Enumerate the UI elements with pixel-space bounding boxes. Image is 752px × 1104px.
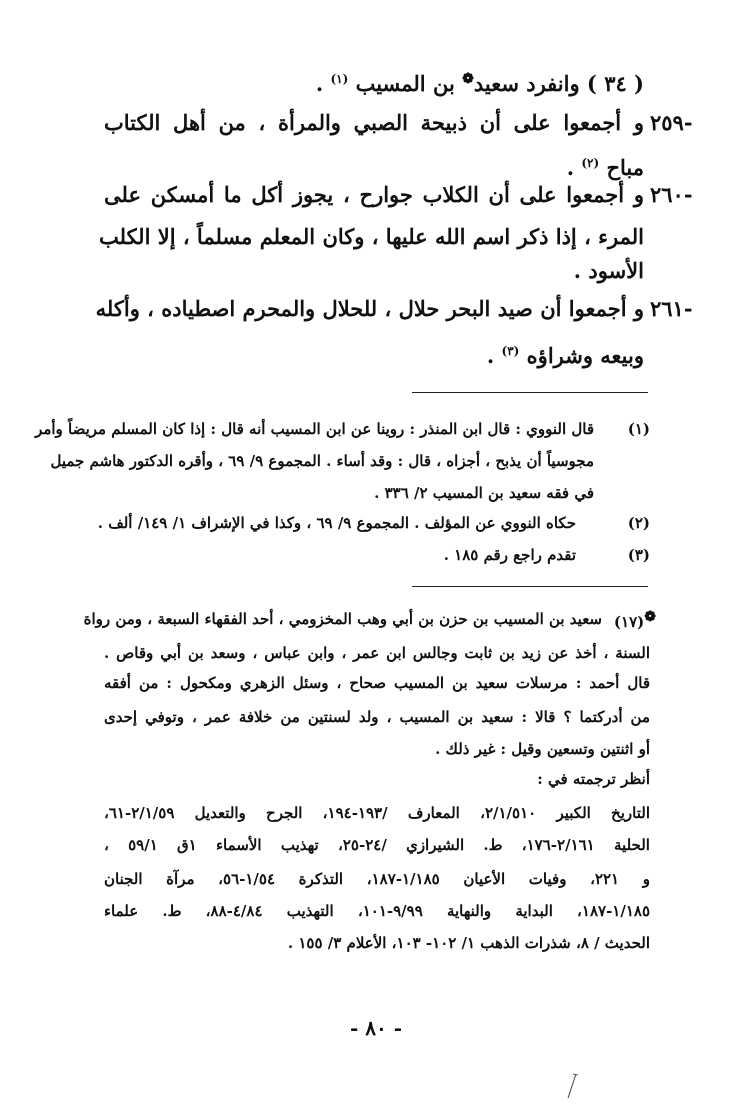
footnote-1-line-3: في فقه سعيد بن المسيب ٢/ ٣٣٦ . <box>374 484 594 502</box>
entry-34-text: ( ٣٤ ) وانفرد سعيد <box>473 71 644 96</box>
entry-261-number-wrap <box>644 294 752 324</box>
footnote-2-number: (٢) <box>627 514 650 532</box>
biography-line-9: و ٢٢١، وفيات الأعيان ١/١٨٥-١٨٧، التذكرة ١/٥٤-٥٦، مرآة الجنان <box>104 870 651 888</box>
biography-line-4: من أدركتما ؟ قالا : سعيد بن المسيب ، ولد لسنتين من خلافة عمر ، وتوفي إحدى <box>104 708 650 726</box>
biography-line-10: ١/١٨٥-١٨٧، البداية والنهاية ٩/٩٩-١٠١، التهذيب ٤/٨٤-٨٨، ط. علماء <box>104 902 651 920</box>
footnote-1-row-2 <box>50 448 650 474</box>
footnote-3-number: (٣) <box>627 546 650 564</box>
biography-line-3: قال أحمد : مرسلات سعيد بن المسيب صحاح ، وسئل الزهري ومكحول : من أفقه <box>104 674 650 692</box>
entry-260-number-wrap <box>644 180 752 210</box>
entry-261-line-2-text: وبيعه وشراؤه <box>526 343 644 368</box>
biography-line-11: الحديث / ٨، شذرات الذهب ١/ ١٠٢- ١٠٣، الأعلام ٣/ ١٥٥ . <box>287 934 650 952</box>
footnote-3-line-1: تقدم راجع رقم ١٨٥ . <box>443 546 576 564</box>
entry-259-number-wrap <box>644 108 752 138</box>
footnote-1-number: (١) <box>627 420 650 438</box>
entry-34-text-after: بن المسيب <box>355 71 455 96</box>
footnote-2-line-1: حكاه النووي عن المؤلف . المجموع ٩/ ٦٩ ، وكذا في الإشراف ١/ ١٤٩/ ألف . <box>97 514 576 532</box>
entry-260-line-3: الأسود . <box>573 258 644 283</box>
footnote-1-row-3 <box>50 480 650 506</box>
entry-259-number: ٢٥٩- <box>650 110 693 135</box>
footnote-1-line-1: قال النووي : قال ابن المنذر : روينا عن ابن المسيب أنه قال : إذا كان المسلم مريضاً وأمر <box>35 420 594 438</box>
footnote-ref-3[interactable]: (٣) <box>501 344 520 358</box>
footnote-2-row <box>50 510 650 536</box>
entry-261-line-1: و أجمعوا أن صيد البحر حلال ، للحلال والمحرم اصطياده ، وأكله <box>95 296 644 321</box>
entry-259-line-2-text: مباح <box>606 155 644 180</box>
entry-261-line-2 <box>104 336 644 371</box>
page-number: - ٨٠ - <box>349 1016 402 1040</box>
biography-number: (١٧) <box>613 613 645 631</box>
entry-259-line-1: و أجمعوا على أن ذبيحة الصبي والمرأة ، من أهل الكتاب <box>104 110 644 135</box>
footnote-separator <box>412 392 648 393</box>
footnote-1-row-1 <box>35 416 650 442</box>
entry-259-line-2 <box>104 148 644 183</box>
biography-marker-icon: ❁ <box>462 71 474 87</box>
entry-260-number: ٢٦٠- <box>650 182 693 207</box>
footnote-ref-1[interactable]: (١) <box>330 72 349 86</box>
period: . <box>315 71 324 96</box>
biography-line-2: السنة ، أخذ عن زيد بن ثابت وجالس ابن عمر ، وابن عباس ، وسعد بن أبي وقاص . <box>104 644 650 662</box>
entry-260-line-2: المرء ، إذا ذكر اسم الله عليها ، وكان المعلم مسلماً ، إلا الكلب <box>99 224 644 249</box>
biography-line-7: التاريخ الكبير ٢/١/٥١٠، المعارف /١٩٣-١٩٤، الجرح والتعديل ٢/١/٥٩-٦١، <box>104 804 650 822</box>
entry-260-line-1: و أجمعوا على أن الكلاب جوارح ، يجوز أكل ما أمسكن على <box>104 182 644 207</box>
entry-261-number: ٢٦١- <box>650 296 693 321</box>
period: . <box>566 155 574 180</box>
footnote-1-line-2: مجوسياً أن يذبح ، أجزاه ، قال : وقد أساء . المجموع ٩/ ٦٩ ، وأقره الدكتور هاشم جميل <box>50 452 594 470</box>
pen-mark-icon <box>564 1072 580 1102</box>
biography-line-6: أنظر ترجمته في : <box>537 770 650 788</box>
biography-line-1: سعيد بن المسيب بن حزن بن أبي وهب المخزومي ، أحد الفقهاء السبعة ، ومن رواة <box>83 610 602 628</box>
biography-line-8: الحلية ٢/١٦١-١٧٦، ط. الشيرازي /٢٤-٢٥، تهذيب الأسماء ١ق ٥٩/١ ، <box>104 836 650 854</box>
biography-line-5: أو اثنتين وتسعين وقيل : غير ذلك . <box>435 740 650 758</box>
period: . <box>486 343 495 368</box>
biography-separator <box>412 586 648 587</box>
footnote-ref-2[interactable]: (٢) <box>581 156 600 170</box>
biography-head <box>610 604 656 635</box>
biography-marker-icon: ❁ <box>644 609 656 625</box>
entry-34 <box>104 64 644 99</box>
footnote-3-row <box>50 542 650 568</box>
